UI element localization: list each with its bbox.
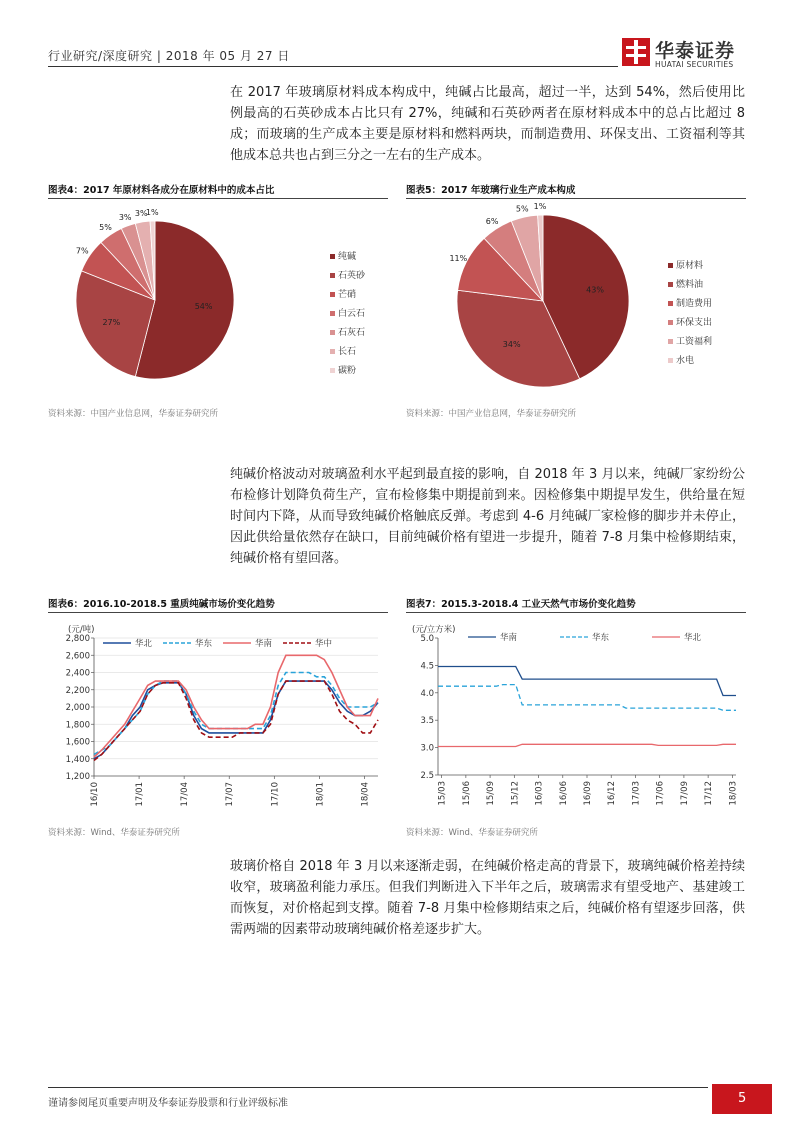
legend-swatch-0 <box>668 263 673 268</box>
figure-7-rule <box>406 612 746 613</box>
y-tick-label-2: 3.5 <box>420 716 434 727</box>
pie-label-4: 3% <box>118 213 132 223</box>
x-tick-label-2: 17/04 <box>180 782 191 807</box>
pie-label-5: 3% <box>134 209 148 219</box>
series-line-3 <box>94 681 378 760</box>
figure-4-rule <box>48 198 388 199</box>
x-tick-label-1: 17/01 <box>135 782 146 807</box>
figure-6-source: 资料来源：Wind、华泰证券研究所 <box>48 828 180 838</box>
paragraph-2: 纯碱价格波动对玻璃盈利水平起到最直接的影响，自 2018 年 3 月以来，纯碱厂家纷纷公布检修计划降负荷生产，宣布检修集中期提前到来。因检修集中期提早发生，供给量在短时间内下降，从而导致纯碱价格触底反弹。考虑到 4-6 月纯碱厂家检修的脚步并未停止，因此供给量依然存在缺口，目前纯碱价格有望进一步提升，随着 7-8 月集中检修期结束，纯碱价格有望回落。 <box>230 467 745 566</box>
figure-5-rule <box>406 198 746 199</box>
legend-label-0: 华南 <box>500 633 518 643</box>
legend-label-0: 纯碱 <box>338 252 357 262</box>
y-tick-label-2: 1,600 <box>65 737 90 748</box>
legend-label-2: 芒硝 <box>338 290 357 300</box>
legend-swatch-4 <box>330 330 335 335</box>
y-tick-label-6: 2,400 <box>65 668 90 679</box>
x-tick-label-4: 17/10 <box>270 782 281 807</box>
legend-label-0: 原材料 <box>676 261 704 271</box>
legend-item-5 <box>330 343 365 362</box>
pie-label-1: 27% <box>102 318 121 328</box>
logo-subtext: HUATAI SECURITIES <box>655 60 734 69</box>
legend-label-4: 工资福利 <box>676 337 713 347</box>
legend-swatch-5 <box>330 349 335 354</box>
series-line-2 <box>438 744 736 746</box>
y-tick-label-4: 4.5 <box>420 661 434 672</box>
x-tick-label-0: 16/10 <box>90 782 100 807</box>
figure-5-source: 资料来源：中国产业信息网，华泰证券研究所 <box>406 409 577 419</box>
y-tick-label-1: 1,400 <box>65 754 90 765</box>
pie-label-6: 1% <box>145 208 159 218</box>
x-tick-label-8: 17/03 <box>631 781 642 806</box>
legend-swatch-4 <box>668 339 673 344</box>
legend-label-2: 制造费用 <box>676 299 713 309</box>
legend-item-0 <box>668 257 712 276</box>
pie-label-0: 43% <box>586 285 604 295</box>
legend-label-3: 华中 <box>315 639 333 649</box>
legend-item-3 <box>330 305 365 324</box>
legend-label-4: 石灰石 <box>338 328 366 338</box>
y-axis-label: (元/立方米) <box>412 625 456 635</box>
legend-label-1: 燃料油 <box>676 280 704 290</box>
legend-item-4 <box>330 324 365 343</box>
x-tick-label-2: 15/09 <box>486 781 497 806</box>
y-tick-label-0: 2.5 <box>420 771 434 781</box>
pie-label-1: 34% <box>502 340 521 350</box>
legend-label-5: 水电 <box>676 356 695 366</box>
legend-swatch-0 <box>330 254 335 259</box>
legend-swatch-3 <box>668 320 673 325</box>
legend-label-0: 华北 <box>135 639 153 649</box>
figure-4-legend <box>330 248 365 381</box>
legend-label-3: 环保支出 <box>676 318 713 328</box>
figure-7-source: 资料来源：Wind、华泰证券研究所 <box>406 828 538 838</box>
legend-swatch-1 <box>330 273 335 278</box>
figure-6-title: 图表6：2016.10-2018.5 重质纯碱市场价变化趋势 <box>48 599 275 610</box>
x-tick-label-10: 17/09 <box>679 781 690 806</box>
series-line-1 <box>438 685 736 711</box>
x-tick-label-0: 15/03 <box>437 781 448 806</box>
x-tick-label-7: 16/12 <box>607 781 618 806</box>
breadcrumb: 行业研究/深度研究 | 2018 年 05 月 27 日 <box>48 49 290 63</box>
y-tick-label-7: 2,600 <box>65 651 90 662</box>
legend-swatch-6 <box>330 368 335 373</box>
legend-item-2 <box>668 295 712 314</box>
series-line-1 <box>94 673 378 755</box>
y-axis-label: (元/吨) <box>68 625 95 635</box>
figure-5-legend <box>668 257 712 371</box>
x-tick-label-5: 18/01 <box>315 782 326 807</box>
legend-label-3: 白云石 <box>338 309 366 319</box>
x-tick-label-12: 18/03 <box>728 781 739 806</box>
page-number: 5 <box>738 1091 747 1106</box>
legend-item-1 <box>668 276 712 295</box>
header-divider <box>48 66 618 67</box>
legend-swatch-1 <box>668 282 673 287</box>
pie-label-5: 1% <box>533 202 547 212</box>
x-tick-label-3: 17/07 <box>225 782 236 807</box>
legend-label-1: 华东 <box>592 633 610 643</box>
figure-7-title: 图表7：2015.3-2018.4 工业天然气市场价变化趋势 <box>406 599 636 610</box>
x-tick-label-4: 16/03 <box>534 781 545 806</box>
pie-label-0: 54% <box>194 302 213 312</box>
legend-label-2: 华南 <box>255 639 273 649</box>
pie-label-3: 6% <box>485 216 499 226</box>
y-tick-label-4: 2,000 <box>65 703 90 713</box>
legend-swatch-3 <box>330 311 335 316</box>
figure-6-line-chart <box>48 616 388 816</box>
x-tick-label-5: 16/06 <box>558 781 569 806</box>
paragraph-3: 玻璃价格自 2018 年 3 月以来逐渐走弱，在纯碱价格走高的背景下，玻璃纯碱价格差持续收窄，玻璃盈利能力承压。但我们判断进入下半年之后，玻璃需求有望受地产、基建竣工而恢复，对价格起到支撑。随着 7-8 月集中检修期结束之后，纯碱价格有望逐步回落，供需两端的因素带动玻璃纯碱价格差逐步扩大。 <box>230 859 745 937</box>
y-tick-label-3: 4.0 <box>420 688 434 699</box>
y-tick-label-8: 2,800 <box>65 634 90 644</box>
legend-swatch-2 <box>330 292 335 297</box>
footer-disclaimer: 谨请参阅尾页重要声明及华泰证券股票和行业评级标准 <box>48 1098 288 1109</box>
figure-5-title: 图表5：2017 年玻璃行业生产成本构成 <box>406 185 576 196</box>
footer-divider <box>48 1087 708 1088</box>
legend-item-3 <box>668 314 712 333</box>
legend-label-6: 碳粉 <box>338 366 357 376</box>
legend-item-1 <box>330 267 365 286</box>
y-tick-label-3: 1,800 <box>65 720 90 731</box>
x-tick-label-6: 18/04 <box>360 782 371 807</box>
figure-4-source: 资料来源：中国产业信息网，华泰证券研究所 <box>48 409 219 419</box>
pie-label-2: 11% <box>449 253 468 263</box>
legend-item-2 <box>330 286 365 305</box>
legend-label-5: 长石 <box>338 347 357 357</box>
y-tick-label-5: 2,200 <box>65 685 90 696</box>
y-tick-label-0: 1,200 <box>65 772 90 782</box>
paragraph-1: 在 2017 年玻璃原材料成本构成中，纯碱占比最高，超过一半，达到 54%，然后使用比例最高的石英砂成本占比只有 27%，纯碱和石英砂两者在原材料成本中的总占比超过 8 成；而玻璃的生产成本主要是原材料和燃料两块，而制造费用、环保支出、工资福利等其他成本总共也占到三分之一左右的生产成本。 <box>230 85 745 163</box>
x-tick-label-9: 17/06 <box>655 781 666 806</box>
legend-label-1: 华东 <box>195 639 213 649</box>
logo-text: 华泰证券 <box>655 40 736 62</box>
legend-swatch-5 <box>668 358 673 363</box>
legend-item-4 <box>668 333 712 352</box>
x-tick-label-6: 16/09 <box>583 781 593 806</box>
series-line-0 <box>438 667 736 696</box>
legend-item-0 <box>330 248 365 267</box>
figure-4-title: 图表4：2017 年原材料各成分在原材料中的成本占比 <box>48 185 275 196</box>
figure-7-line-chart <box>406 616 746 816</box>
series-line-0 <box>94 681 378 759</box>
x-tick-label-1: 15/06 <box>461 781 472 806</box>
x-tick-label-11: 17/12 <box>704 781 715 806</box>
legend-swatch-2 <box>668 301 673 306</box>
y-tick-label-1: 3.0 <box>420 743 434 754</box>
pie-label-3: 5% <box>99 223 112 233</box>
huatai-logo-icon <box>620 36 652 68</box>
x-tick-label-3: 15/12 <box>510 781 521 806</box>
pie-label-4: 5% <box>515 204 529 214</box>
legend-label-2: 华北 <box>684 633 702 643</box>
y-tick-label-5: 5.0 <box>420 634 434 644</box>
legend-item-6 <box>330 362 365 381</box>
pie-label-2: 7% <box>75 246 89 256</box>
legend-item-5 <box>668 352 712 371</box>
legend-label-1: 石英砂 <box>338 271 366 281</box>
figure-6-rule <box>48 612 388 613</box>
